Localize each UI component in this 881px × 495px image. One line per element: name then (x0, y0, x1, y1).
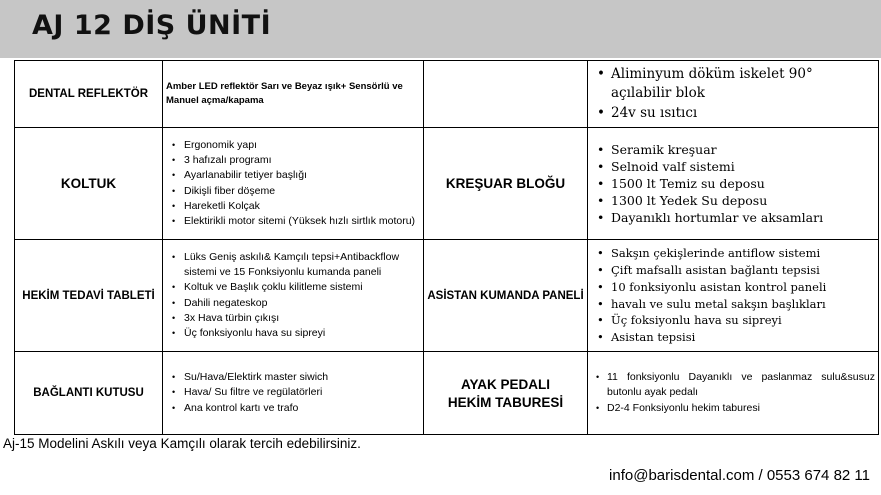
table-row (15, 240, 879, 352)
contact-info: info@barisdental.com / 0553 674 82 11 (609, 467, 870, 484)
list-item: • 10 fonksiyonlu asistan kontrol paneli (611, 279, 875, 296)
asistan-features (588, 240, 879, 352)
list-item: • Hava/ Su filtre ve regülatörleri (184, 385, 420, 400)
row-label-kresuar-blogu: KREŞUAR BLOĞU (424, 128, 588, 240)
row-label-koltuk: KOLTUK (15, 128, 163, 240)
table-row (15, 352, 879, 435)
row-label-dental-reflektor: DENTAL REFLEKTÖR (15, 61, 163, 128)
list-item: • 3x Hava türbin çıkışı (184, 311, 420, 326)
list-item: • 1500 lt Temiz su deposu (611, 175, 875, 192)
koltuk-features (163, 128, 424, 240)
list-item: • Su/Hava/Elektirk master siwich (184, 370, 420, 385)
row-label-hekim-tedavi-tableti: HEKİM TEDAVİ TABLETİ (15, 240, 163, 352)
list-item: • Aliminyum döküm iskelet 90° açılabilir blok (611, 65, 875, 104)
list-item: • Dayanıklı hortumlar ve aksamları (611, 209, 875, 226)
baglanti-features (163, 352, 424, 435)
list-item: • Hareketli Kolçak (184, 199, 420, 214)
list-item: • 1300 lt Yedek Su deposu (611, 192, 875, 209)
title-banner (0, 0, 881, 58)
list-item: • 24v su ısıtıcı (611, 104, 875, 124)
label-line: HEKİM TABURESİ (447, 394, 564, 410)
list-item: • Elektirikli motor sitemi (Yüksek hızlı sirtlık motoru) (184, 214, 420, 229)
list-item: • Koltuk ve Başlık çoklu kilitleme sistemi (184, 280, 420, 295)
list-item: • Ana kontrol kartı ve trafo (184, 401, 420, 416)
list-item: • Dahili negateskop (184, 296, 420, 311)
row-label-baglanti-kutusu: BAĞLANTI KUTUSU (15, 352, 163, 435)
pedal-features (588, 352, 879, 435)
list-item: • Dikişli fiber döşeme (184, 184, 420, 199)
dental-reflektor-description: Amber LED reflektör Sarı ve Beyaz ışık+ Sensörlü ve Manuel açma/kapama (163, 61, 424, 128)
row-label-ayak-pedali (424, 352, 588, 435)
spec-table (14, 60, 879, 435)
list-item: • Sakşın çekişlerinde antiflow sistemi (611, 245, 875, 262)
list-item: • Üç fonksiyonlu hava su sipreyi (184, 326, 420, 341)
block-features (588, 61, 879, 128)
list-item: • Seramik kreşuar (611, 141, 875, 158)
table-row (15, 128, 879, 240)
list-item: • D2-4 Fonksiyonlu hekim taburesi (607, 401, 875, 417)
label-line: AYAK PEDALI (460, 376, 551, 392)
list-item: • Üç foksiyonlu hava su sipreyi (611, 312, 875, 329)
list-item: • Selnoid valf sistemi (611, 158, 875, 175)
list-item: • havalı ve sulu metal sakşın başlıkları (611, 296, 875, 313)
list-item: • Çift mafsallı asistan bağlantı tepsisi (611, 262, 875, 279)
list-item: • Ayarlanabilir tetiyer başlığı (184, 168, 420, 183)
kresuar-features (588, 128, 879, 240)
list-item: • Asistan tepsisi (611, 329, 875, 346)
list-item: • 3 hafızalı programı (184, 153, 420, 168)
row-label-blank (424, 61, 588, 128)
list-item: • 11 fonksiyonlu Dayanıklı ve paslanmaz sulu&susuz butonlu ayak pedalı (607, 370, 875, 401)
list-item: • Lüks Geniş askılı& Kamçılı tepsi+Antibackflow sistemi ve 15 Fonksiyonlu kumanda paneli (184, 250, 420, 281)
table-row (15, 61, 879, 128)
tablet-features (163, 240, 424, 352)
model-note: Aj-15 Modelini Askılı veya Kamçılı olarak tercih edebilirsiniz. (3, 436, 361, 451)
list-item: • Ergonomik yapı (184, 138, 420, 153)
page-title: AJ 12 DİŞ ÜNİTİ (32, 10, 272, 41)
row-label-asistan-kumanda-paneli: ASİSTAN KUMANDA PANELİ (424, 240, 588, 352)
